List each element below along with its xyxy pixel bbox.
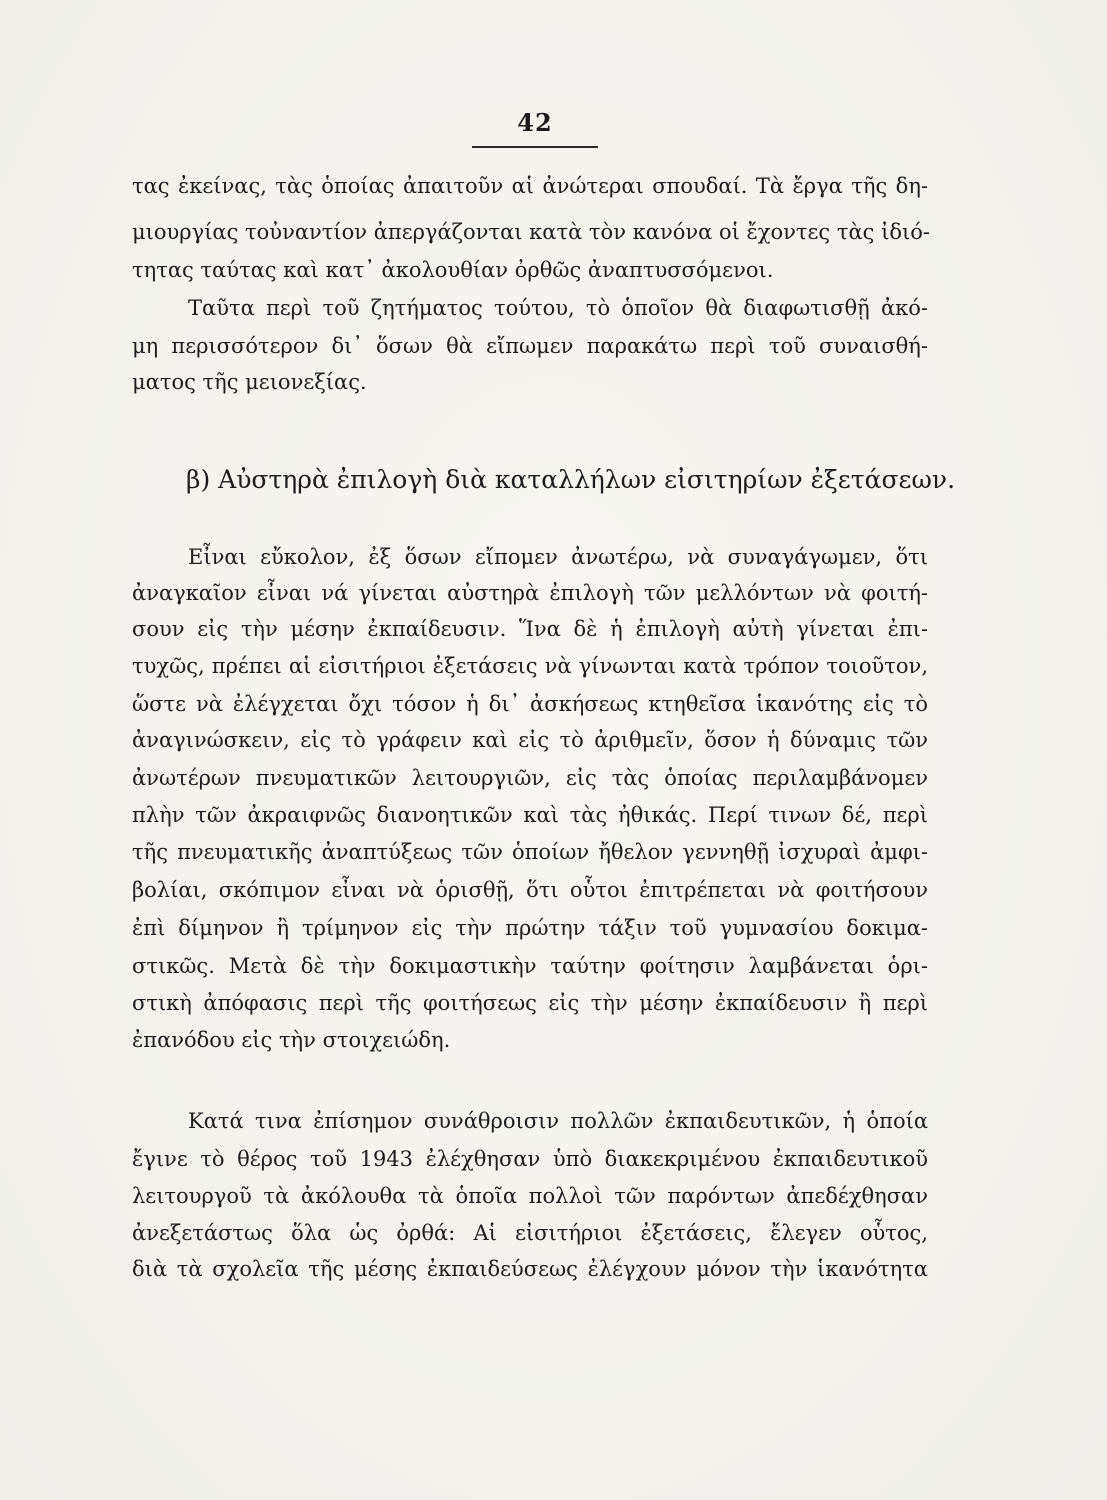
text-line: ἀναγινώσκειν, εἰς τὸ γράφειν καὶ εἰς τὸ ἀριθμεῖν, ὅσον ἡ δύναμις τῶν — [132, 728, 928, 752]
page-number: 42 — [517, 108, 553, 137]
text-line: τυχῶς, πρέπει αἱ εἰσιτήριοι ἐξετάσεις νὰ γίνωνται κατὰ τρόπον τοιοῦτον, — [132, 654, 928, 678]
text-line: Κατά τινα ἐπίσημον συνάθροισιν πολλῶν ἐκπαιδευτικῶν, ἡ ὁποία — [188, 1109, 928, 1133]
text-line: σουν εἰς τὴν μέσην ἐκπαίδευσιν. Ἵνα δὲ ἡ ἐπιλογὴ αὐτὴ γίνεται ἐπι- — [132, 617, 928, 641]
text-line: μιουργίας τοὐναντίον ἀπεργάζονται κατὰ τὸν κανόνα οἱ ἔχοντες τὰς ἰδιό- — [132, 220, 930, 244]
text-line: ἀναγκαῖον εἶναι νά γίνεται αὐστηρὰ ἐπιλογὴ τῶν μελλόντων νὰ φοιτή- — [132, 581, 928, 605]
page-number-rule — [472, 146, 598, 148]
text-line: ματος τῆς μειονεξίας. — [132, 370, 367, 394]
text-line: Εἶναι εὔκολον, ἐξ ὅσων εἴπομεν ἀνωτέρω, νὰ συναγάγωμεν, ὅτι — [188, 545, 928, 569]
text-line: ὥστε νὰ ἐλέγχεται ὄχι τόσον ἡ δι᾽ ἀσκήσεως κτηθεῖσα ἱκανότης εἰς τὸ — [132, 692, 928, 716]
text-line: βολίαι, σκόπιμον εἶναι νὰ ὁρισθῇ, ὅτι οὗτοι ἐπιτρέπεται νὰ φοιτήσουν — [132, 878, 928, 902]
text-line: ἐπὶ δίμηνον ἢ τρίμηνον εἰς τὴν πρώτην τάξιν τοῦ γυμνασίου δοκιμα- — [132, 916, 928, 940]
text-line: τητας ταύτας καὶ κατ᾽ ἀκολουθίαν ὀρθῶς ἀναπτυσσόμενοι. — [132, 258, 774, 282]
text-line: μη περισσότερον δι᾽ ὅσων θὰ εἴπωμεν παρακάτω περὶ τοῦ συναισθή- — [132, 334, 928, 358]
text-line: τας ἐκείνας, τὰς ὁποίας ἀπαιτοῦν αἱ ἀνώτεραι σπουδαί. Τὰ ἔργα τῆς δη- — [132, 174, 928, 198]
text-line: στικῶς. Μετὰ δὲ τὴν δοκιμαστικὴν ταύτην φοίτησιν λαμβάνεται ὁρι- — [132, 954, 928, 978]
text-line: στικὴ ἀπόφασις περὶ τῆς φοιτήσεως εἰς τὴν μέσην ἐκπαίδευσιν ἢ περὶ — [132, 991, 928, 1015]
text-line: λειτουργοῦ τὰ ἀκόλουθα τὰ ὁποῖα πολλοὶ τῶν παρόντων ἀπεδέχθησαν — [132, 1184, 928, 1208]
text-line: ἐπανόδου εἰς τὴν στοιχειώδη. — [132, 1028, 451, 1052]
text-line: διὰ τὰ σχολεῖα τῆς μέσης ἐκπαιδεύσεως ἐλέγχουν μόνον τὴν ἱκανότητα — [132, 1257, 928, 1281]
text-line: πλὴν τῶν ἀκραιφνῶς διανοητικῶν καὶ τὰς ἠθικάς. Περί τινων δέ, περὶ — [132, 803, 928, 827]
text-line: τῆς πνευματικῆς ἀναπτύξεως τῶν ὁποίων ἤθελον γεννηθῇ ἰσχυραὶ ἀμφι- — [132, 840, 928, 864]
text-line: ἀνεξετάστως ὅλα ὡς ὀρθά: Αἱ εἰσιτήριοι ἐξετάσεις, ἔλεγεν οὗτος, — [132, 1221, 928, 1245]
text-line: ἔγινε τὸ θέρος τοῦ 1943 ἐλέχθησαν ὑπὸ διακεκριμένου ἐκπαιδευτικοῦ — [132, 1147, 928, 1171]
section-heading: β) Αὐστηρὰ ἐπιλογὴ διὰ καταλλήλων εἰσιτηρίων ἐξετάσεων. — [186, 465, 956, 494]
text-line: Ταῦτα περὶ τοῦ ζητήματος τούτου, τὸ ὁποῖον θὰ διαφωτισθῇ ἀκό- — [188, 296, 928, 320]
text-line: ἀνωτέρων πνευματικῶν λειτουργιῶν, εἰς τὰς ὁποίας περιλαμβάνομεν — [132, 766, 928, 790]
